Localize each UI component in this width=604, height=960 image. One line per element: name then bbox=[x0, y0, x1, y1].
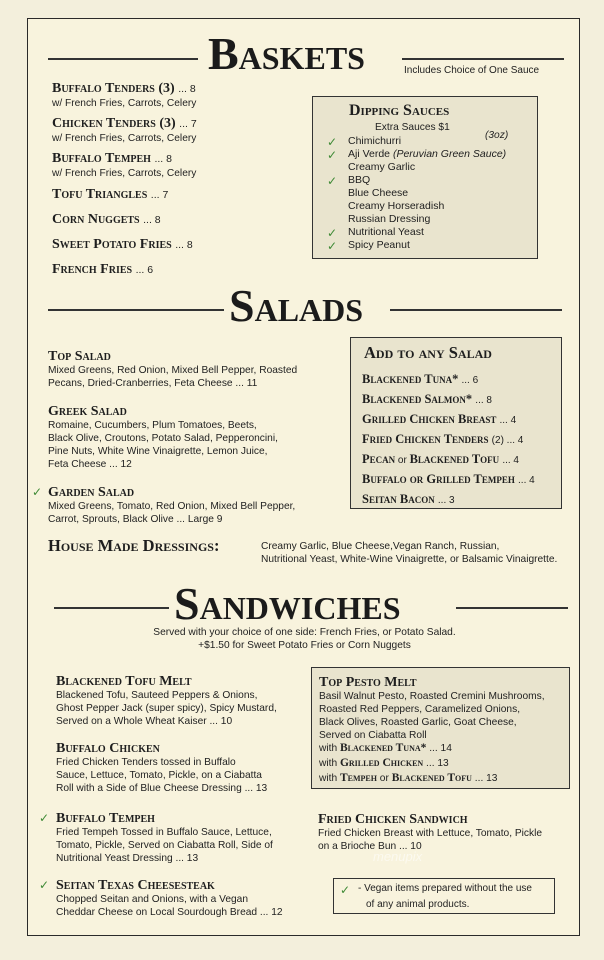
basket-item: Tofu Triangles ... 7 bbox=[52, 187, 169, 202]
sandwich-item: Blackened Tofu Melt Blackened Tofu, Sauteed Peppers & Onions, Ghost Pepper Jack (super spicy), Spicy Mustard, Served on a Whole Wheat Kaiser ... 10 bbox=[56, 674, 277, 727]
basket-item: French Fries ... 6 bbox=[52, 262, 154, 277]
sandwich-item: Buffalo Tempeh Fried Tempeh Tossed in Buffalo Sauce, Lettuce, Tomato, Pickle, Served on Ciabatta Roll, Side of Nutritional Yeast Dressing ... 13 bbox=[56, 811, 273, 864]
sauce-item: Spicy Peanut bbox=[348, 239, 410, 251]
addon-item: Seitan Bacon ... 3 bbox=[362, 492, 455, 506]
salad-item: Greek Salad Romaine, Cucumbers, Plum Tomatoes, Beets, Black Olive, Croutons, Potato Salad, Pepperoncini, Pine Nuts, White Wine Vinaigrette, Lemon Juice, Feta Cheese ... 12 bbox=[48, 404, 278, 470]
vegan-legend-box bbox=[333, 878, 555, 914]
house-dressings-list: Creamy Garlic, Blue Cheese,Vegan Ranch, Russian, Nutritional Yeast, White-Wine Vinaigrette, or Balsamic Vinaigrette. bbox=[261, 541, 558, 565]
salads-rule-left bbox=[48, 309, 224, 311]
watermark: menupix bbox=[373, 849, 423, 864]
add-to-salad-title: Add to any Salad bbox=[364, 343, 492, 362]
basket-item: Sweet Potato Fries ... 8 bbox=[52, 237, 193, 252]
salad-item: Top Salad Mixed Greens, Red Onion, Mixed Bell Pepper, Roasted Pecans, Dried-Cranberries, Feta Cheese ... 11 bbox=[48, 349, 298, 389]
sauce-item: Nutritional Yeast bbox=[348, 226, 424, 238]
house-dressings-label: House Made Dressings: bbox=[48, 536, 220, 555]
sauce-item: BBQ bbox=[348, 174, 371, 186]
vegan-legend-text: - Vegan items prepared without the use of any animal products. bbox=[358, 883, 532, 910]
vegan-check-icon: ✓ bbox=[32, 485, 43, 499]
baskets-note: Includes Choice of One Sauce bbox=[404, 65, 540, 76]
baskets-title: Baskets bbox=[208, 28, 365, 79]
vegan-check-icon: ✓ bbox=[39, 811, 50, 825]
sandwich-item: Fried Chicken Sandwich Fried Chicken Breast with Lettuce, Tomato, Pickle on a Brioche Bun ... 10 bbox=[318, 812, 543, 852]
addon-item: Blackened Tuna* ... 6 bbox=[362, 372, 479, 386]
sauce-item: Creamy Horseradish bbox=[348, 200, 445, 212]
baskets-rule-right bbox=[402, 58, 564, 60]
baskets-rule-left bbox=[48, 58, 198, 60]
sauce-item: Russian Dressing bbox=[348, 213, 431, 225]
basket-item: Chicken Tenders (3) ... 7 w/ French Fries, Carrots, Celery bbox=[52, 116, 197, 144]
sandwiches-rule-right bbox=[456, 607, 568, 609]
dipping-extra: Extra Sauces $1 bbox=[375, 122, 450, 133]
vegan-check-icon: ✓ bbox=[39, 878, 50, 892]
addon-item: Grilled Chicken Breast ... 4 bbox=[362, 412, 517, 426]
sandwiches-sides: Served with your choice of one side: French Fries, or Potato Salad. +$1.50 for Sweet Potato Fries or Corn Nuggets bbox=[153, 627, 456, 651]
salad-item: Garden Salad Mixed Greens, Tomato, Red Onion, Mixed Bell Pepper, Carrot, Sprouts, Black Olive ... Large 9 bbox=[48, 485, 296, 525]
pesto-melt-item: Top Pesto Melt Basil Walnut Pesto, Roasted Cremini Mushrooms, Roasted Red Peppers, Caramelized Onions, Black Olives, Roasted Garlic, Goat Cheese, Served on Ciabatta Roll with Blackened Tuna* ... 14 with Grilled Chicken ... 13 with Tempeh or Blackened Tofu ... 13 bbox=[319, 675, 545, 784]
salads-rule-right bbox=[390, 309, 562, 311]
pesto-melt-box bbox=[311, 667, 570, 789]
vegan-check-icon: ✓ bbox=[327, 135, 338, 149]
menu-page bbox=[27, 18, 580, 936]
addon-item: Blackened Salmon* ... 8 bbox=[362, 392, 492, 406]
sauce-item: Aji Verde (Peruvian Green Sauce) bbox=[348, 148, 507, 160]
basket-item: Corn Nuggets ... 8 bbox=[52, 212, 161, 227]
dipping-sauces-title: Dipping Sauces bbox=[349, 102, 450, 119]
sandwiches-rule-left bbox=[54, 607, 169, 609]
addon-item: Pecan or Blackened Tofu ... 4 bbox=[362, 452, 519, 466]
addon-item: Fried Chicken Tenders (2) ... 4 bbox=[362, 432, 524, 446]
dipping-size: (3oz) bbox=[485, 130, 509, 141]
vegan-check-icon: ✓ bbox=[327, 239, 338, 253]
sauce-item: Chimichurri bbox=[348, 135, 402, 147]
salads-title: Salads bbox=[229, 280, 364, 331]
dipping-sauces-box bbox=[312, 96, 538, 259]
sandwich-item: Buffalo Chicken Fried Chicken Tenders tossed in Buffalo Sauce, Lettuce, Tomato, Pickle, on a Ciabatta Roll with a Side of Blue Cheese Dressing ... 13 bbox=[56, 741, 268, 794]
sandwiches-title: Sandwiches bbox=[174, 578, 401, 629]
vegan-check-icon: ✓ bbox=[340, 883, 351, 897]
vegan-check-icon: ✓ bbox=[327, 226, 338, 240]
sauce-item: Creamy Garlic bbox=[348, 161, 416, 173]
sandwich-item: Seitan Texas Cheesesteak Chopped Seitan and Onions, with a Vegan Cheddar Cheese on Local Sourdough Bread ... 12 bbox=[56, 878, 283, 918]
addon-item: Buffalo or Grilled Tempeh ... 4 bbox=[362, 472, 535, 486]
basket-item: Buffalo Tempeh ... 8 w/ French Fries, Carrots, Celery bbox=[52, 151, 197, 179]
vegan-check-icon: ✓ bbox=[327, 148, 338, 162]
vegan-check-icon: ✓ bbox=[327, 174, 338, 188]
add-to-salad-box bbox=[350, 337, 562, 509]
sauce-item: Blue Cheese bbox=[348, 187, 409, 199]
basket-item: Buffalo Tenders (3) ... 8 w/ French Fries, Carrots, Celery bbox=[52, 81, 197, 109]
